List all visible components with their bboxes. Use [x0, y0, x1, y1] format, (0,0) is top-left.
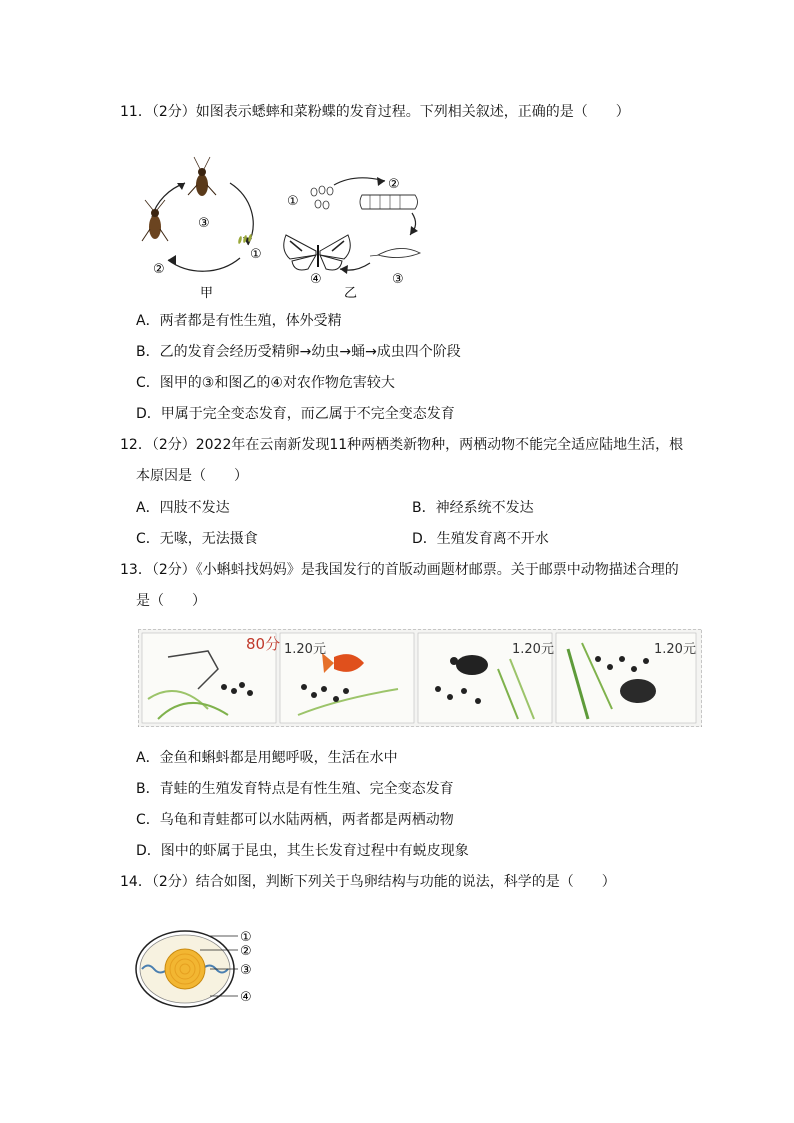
stamp-3-value: 1.20元: [512, 642, 554, 657]
butterfly-cycle-diagram: [284, 177, 420, 301]
butterfly-label-1: ①: [287, 194, 299, 209]
stamp-4-value: 1.20元: [654, 642, 696, 657]
caterpillar-icon: [360, 195, 418, 209]
butterfly-label-4: ④: [310, 272, 322, 287]
figure-label-yi: 乙: [344, 286, 358, 301]
stamp-2: [280, 633, 414, 723]
cricket-cycle-diagram: [142, 157, 262, 301]
butterfly-adult-icon: [284, 235, 351, 270]
q13-option-a: A．金鱼和蝌蚪都是用鳃呼吸，生活在水中: [136, 750, 398, 766]
butterfly-eggs-icon: [311, 186, 333, 209]
stamp-4: [556, 633, 696, 723]
figure-label-jia: 甲: [200, 286, 214, 301]
cricket-label-3: ③: [198, 216, 210, 231]
q14-stem: 14．（2分）结合如图，判断下列关于鸟卵结构与功能的说法，科学的是（ ）: [120, 874, 616, 890]
cricket-eggs-icon: [238, 234, 253, 245]
stamps-figure: [138, 629, 702, 727]
stamp-1: [142, 633, 280, 723]
q13-option-c: C．乌龟和青蛙都可以水陆两栖，两者都是两栖动物: [136, 812, 454, 828]
q11-option-b: B．乙的发育会经历受精卵→幼虫→蛹→成虫四个阶段: [136, 344, 461, 360]
cricket-label-1: ①: [250, 247, 262, 262]
egg-label-4: ④: [240, 990, 252, 1005]
stamp-2-value: 1.20元: [284, 642, 326, 657]
q11-option-c: C．图甲的③和图乙的④对农作物危害较大: [136, 375, 395, 391]
cricket-label-2: ②: [153, 262, 165, 277]
q11-option-a: A．两者都是有性生殖，体外受精: [136, 313, 342, 329]
q12-option-c: C．无喙，无法摄食: [136, 531, 258, 547]
q12-option-a: A．四肢不发达: [136, 500, 230, 516]
butterfly-label-3: ③: [392, 272, 404, 287]
q12-stem-line2: 本原因是（ ）: [136, 468, 248, 484]
egg-label-2: ②: [240, 944, 252, 959]
q13-option-d: D．图中的虾属于昆虫，其生长发育过程中有蜕皮现象: [136, 843, 469, 859]
cricket-adult-icon: [188, 157, 216, 196]
stamp-1-value: 80分: [246, 635, 281, 653]
cricket-nymph-icon: [142, 200, 168, 241]
q11-option-d: D．甲属于完全变态发育，而乙属于不完全变态发育: [136, 406, 455, 422]
q12-stem-line1: 12．（2分）2022年在云南新发现11种两栖类新物种，两栖动物不能完全适应陆地生活，根: [120, 437, 684, 453]
stamp-3: [418, 633, 554, 723]
egg-label-1: ①: [240, 930, 252, 945]
q13-stem-line1: 13．（2分）《小蝌蚪找妈妈》是我国发行的首版动画题材邮票。关于邮票中动物描述合理的: [120, 562, 679, 578]
q11-figure: [130, 155, 450, 305]
q11-stem: 11．（2分）如图表示蟋蟀和菜粉蝶的发育过程。下列相关叙述，正确的是（ ）: [120, 104, 630, 120]
pupa-icon: [370, 248, 420, 257]
q13-stem-line2: 是（ ）: [136, 593, 206, 609]
q13-option-b: B．青蛙的生殖发育特点是有性生殖、完全变态发育: [136, 781, 454, 797]
butterfly-label-2: ②: [388, 177, 400, 192]
q12-option-d: D．生殖发育离不开水: [412, 531, 549, 547]
egg-label-3: ③: [240, 963, 252, 978]
q12-option-b: B．神经系统不发达: [412, 500, 534, 516]
egg-structure-figure: [130, 924, 270, 1014]
